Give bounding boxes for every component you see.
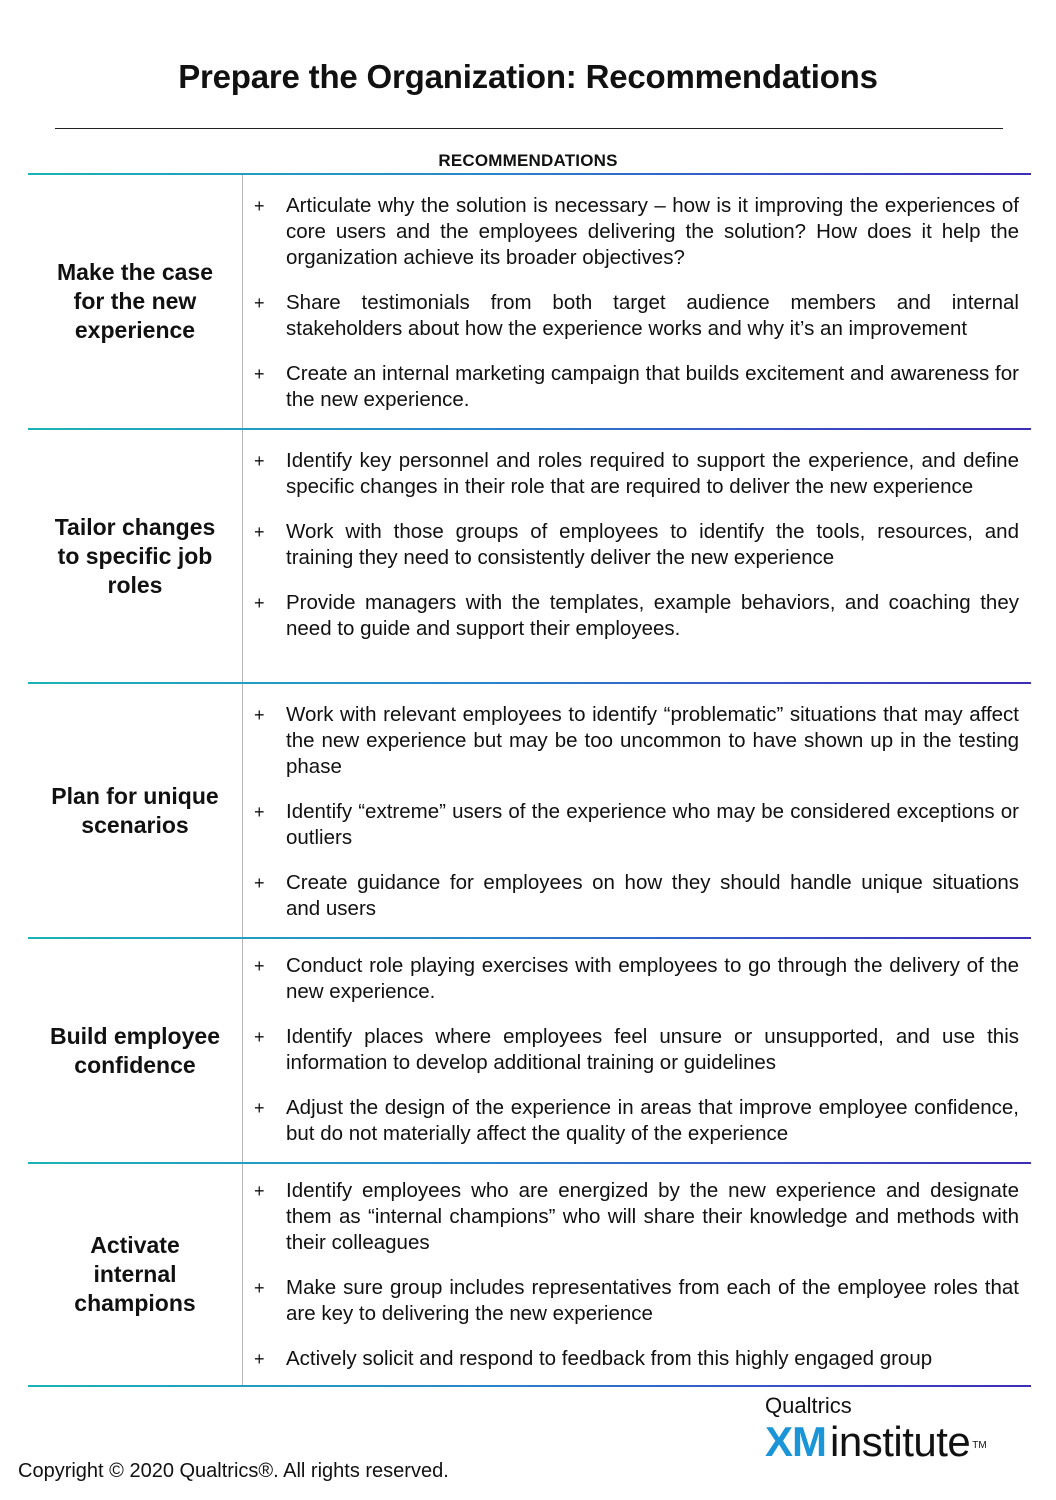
page-title: Prepare the Organization: Recommendations	[178, 58, 878, 95]
list-item	[254, 1275, 1019, 1327]
plus-icon: +	[254, 873, 265, 893]
list-item	[254, 448, 1019, 500]
list-item	[254, 953, 1019, 1005]
row-label: Make the case for the new experience	[57, 259, 213, 343]
recommendation-list	[254, 448, 1019, 661]
item-text: Make sure group includes representatives from each of the employee roles that are key to delivering the new experience	[286, 1276, 1019, 1325]
list-item	[254, 361, 1019, 413]
plus-icon: +	[254, 364, 265, 384]
list-item	[254, 290, 1019, 342]
list-item	[254, 519, 1019, 571]
row-label: Build employee confidence	[50, 1022, 220, 1078]
list-item	[254, 193, 1019, 271]
list-item	[254, 1095, 1019, 1147]
item-text: Conduct role playing exercises with employees to go through the delivery of the new experience.	[286, 954, 1019, 1003]
row-label: Activate internal champions	[74, 1232, 196, 1316]
plus-icon: +	[254, 705, 265, 725]
copyright-notice: Copyright © 2020 Qualtrics®. All rights reserved.	[18, 1460, 449, 1482]
gradient-rule	[28, 1385, 1031, 1387]
plus-icon: +	[254, 1349, 265, 1369]
row-divider	[242, 684, 243, 937]
plus-icon: +	[254, 293, 265, 313]
row-label: Tailor changes to specific job roles	[54, 513, 216, 598]
logo-institute-text: institute	[830, 1418, 971, 1465]
plus-icon: +	[254, 1098, 265, 1118]
recommendation-list	[254, 193, 1019, 432]
item-text: Work with relevant employees to identify “problematic” situations that may affect the new experience but may be too uncommon to have shown up in the testing phase	[286, 703, 1019, 778]
plus-icon: +	[254, 196, 265, 216]
recommendation-list	[254, 953, 1019, 1166]
item-text: Provide managers with the templates, example behaviors, and coaching they need to guide and support their employees.	[286, 591, 1019, 640]
plus-icon: +	[254, 451, 265, 471]
plus-icon: +	[254, 522, 265, 542]
item-text: Actively solicit and respond to feedback from this highly engaged group	[286, 1347, 933, 1370]
plus-icon: +	[254, 593, 265, 613]
recommendation-row	[28, 430, 1031, 682]
recommendation-list	[254, 702, 1019, 941]
logo-qualtrics-text: Qualtrics	[765, 1393, 852, 1418]
item-text: Articulate why the solution is necessary – how is it improving the experiences of core users and the employees delivering the solution? How does it help the organization achieve its broader objectives?	[286, 194, 1019, 269]
xm-institute-logo	[765, 1392, 1045, 1468]
plus-icon: +	[254, 1027, 265, 1047]
item-text: Create guidance for employees on how they should handle unique situations and users	[286, 871, 1019, 920]
item-text: Identify employees who are energized by the new experience and designate them as “internal champions” who will share their knowledge and methods with their colleagues	[286, 1179, 1019, 1254]
row-divider	[242, 175, 243, 428]
row-divider	[242, 1164, 243, 1385]
list-item	[254, 1024, 1019, 1076]
plus-icon: +	[254, 1181, 265, 1201]
recommendation-row	[28, 939, 1031, 1162]
item-text: Identify places where employees feel unsure or unsupported, and use this information to develop additional training or guidelines	[286, 1025, 1019, 1074]
row-divider	[242, 939, 243, 1162]
item-text: Adjust the design of the experience in areas that improve employee confidence, but do not materially affect the quality of the experience	[286, 1096, 1019, 1145]
plus-icon: +	[254, 802, 265, 822]
plus-icon: +	[254, 1278, 265, 1298]
item-text: Identify “extreme” users of the experience who may be considered exceptions or outliers	[286, 800, 1019, 849]
list-item	[254, 590, 1019, 642]
logo-mark	[765, 1420, 1045, 1468]
item-text: Create an internal marketing campaign that builds excitement and awareness for the new experience.	[286, 362, 1019, 411]
list-item	[254, 702, 1019, 780]
row-label: Plan for unique scenarios	[51, 782, 219, 838]
recommendation-list	[254, 1178, 1019, 1391]
list-item	[254, 870, 1019, 922]
item-text: Share testimonials from both target audience members and internal stakeholders about how the experience works and why it’s an improvement	[286, 291, 1019, 340]
recommendation-row	[28, 684, 1031, 937]
list-item	[254, 1346, 1019, 1372]
column-header: RECOMMENDATIONS	[438, 151, 618, 170]
row-divider	[242, 430, 243, 682]
item-text: Work with those groups of employees to identify the tools, resources, and training they need to consistently deliver the new experience	[286, 520, 1019, 569]
recommendation-row	[28, 175, 1031, 428]
list-item	[254, 1178, 1019, 1256]
logo-xm-text: XM	[765, 1418, 826, 1465]
title-divider	[55, 128, 1003, 129]
recommendation-row	[28, 1164, 1031, 1385]
list-item	[254, 799, 1019, 851]
logo-trademark: TM	[972, 1440, 987, 1451]
item-text: Identify key personnel and roles required to support the experience, and define specific changes in their role that are required to deliver the new experience	[286, 449, 1019, 498]
plus-icon: +	[254, 956, 265, 976]
